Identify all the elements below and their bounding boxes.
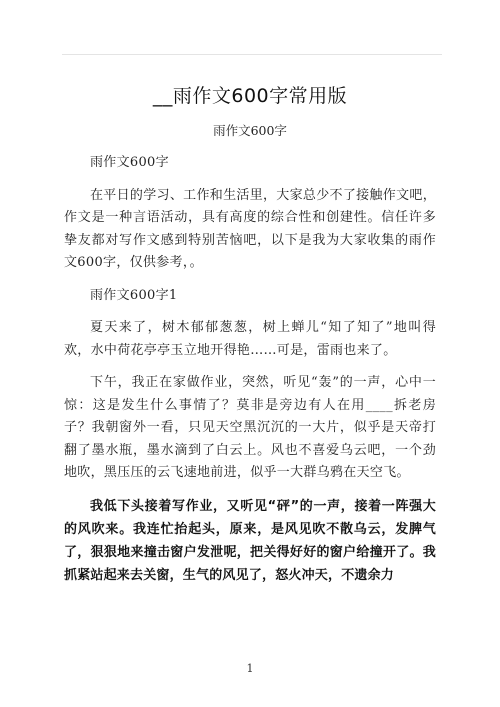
document-title: __雨作文600字常用版 <box>152 85 348 107</box>
essay-paragraph: 夏天来了，树木郁郁葱葱，树上蝉儿“知了知了”地叫得欢，水中荷花亭亭玉立地开得艳……可是，雷雨也来了。 <box>64 320 436 358</box>
essay-paragraph-bold: 我低下头接着写作业，又听见“砰”的一声，接着一阵强大的风吹来。我连忙抬起头，原来，是风见吹不散乌云，发脾气了，狠狠地来撞击窗户发泄呢，把关得好好的窗户给撞开了。我抓紧站起来去关窗，生气的风见了，怒火冲天，不遗余力 <box>64 498 436 583</box>
essay-heading: 雨作文600字1 <box>90 287 178 303</box>
header-divider <box>62 54 442 55</box>
intro-paragraph: 在平日的学习、工作和生活里，大家总少不了接触作文吧，作文是一种言语活动，具有高度的综合性和创建性。信任许多挚友都对写作文感到特别苦恼吧，以下是我为大家收集的雨作文600字，仅供参考，。 <box>64 187 436 270</box>
page-number: 1 <box>246 662 254 675</box>
document-subtitle: 雨作文600字 <box>213 123 287 138</box>
section-heading: 雨作文600字 <box>90 155 169 170</box>
essay-paragraph: 下午，我正在家做作业，突然，听见“轰”的一声，心中一惊：这是发生什么事情了？莫非是旁边有人在用____拆老房子？我朝窗外一看，只见天空黑沉沉的一大片，似乎是天帝打翻了墨水瓶，墨水滴到了白云上。风也不喜爱乌云吧，一个劲地吹，黑压压的云飞速地前进，似乎一大群乌鸦在天空飞。 <box>64 375 436 480</box>
document-body <box>64 152 436 597</box>
